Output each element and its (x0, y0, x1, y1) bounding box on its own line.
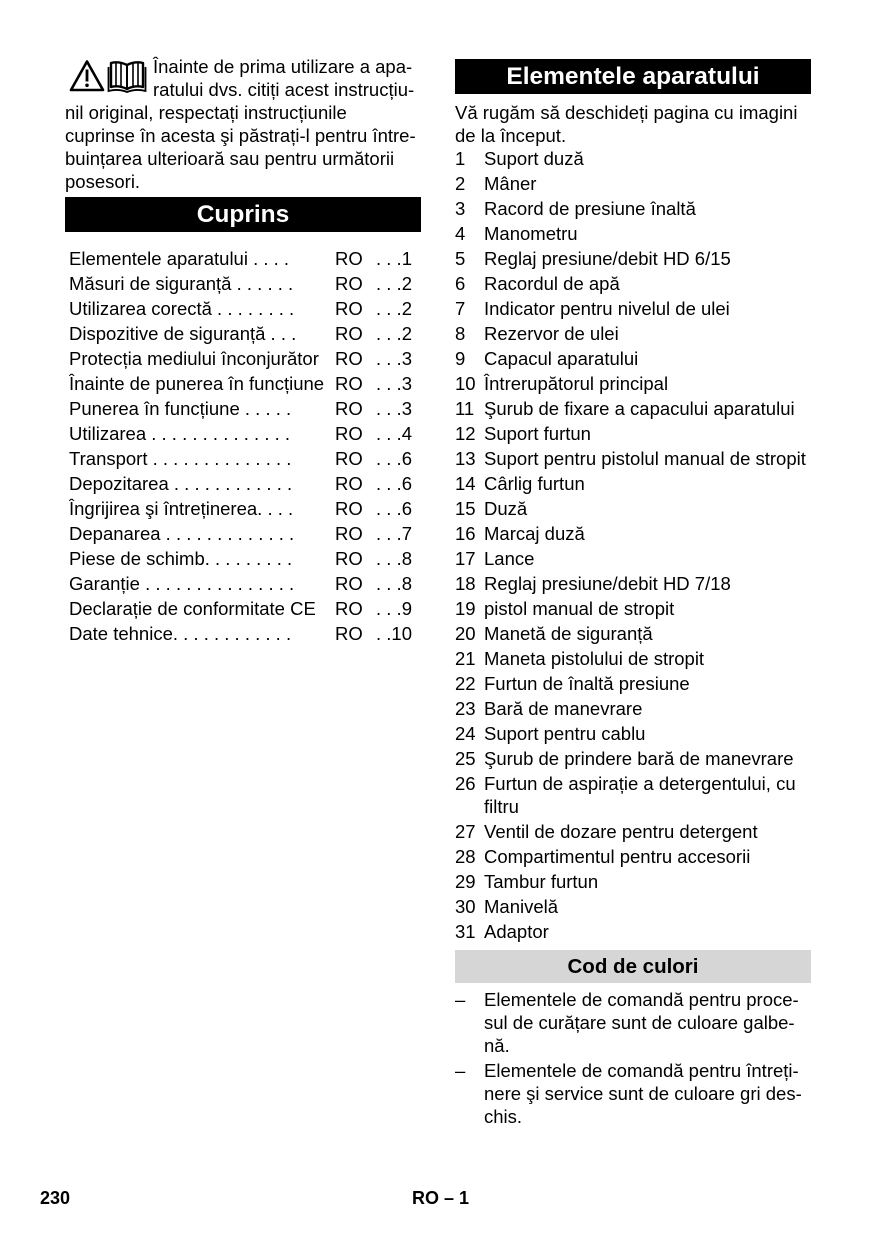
component-name-line: Compartimentul pentru accesorii (484, 846, 751, 867)
contents-entry-title: Protecția mediului înconjurător (69, 348, 319, 369)
contents-entry-leader: . . . . (257, 498, 294, 519)
component-number: 26 (455, 773, 476, 794)
contents-entry-page-ref (375, 321, 412, 346)
component-name-line: Şurub de prindere bară de manevrare (484, 748, 794, 769)
component-name (484, 547, 534, 570)
contents-entry (69, 421, 414, 446)
component-name-line: Duză (484, 498, 528, 519)
component-name-line: Suport pentru pistolul manual de stropit (484, 448, 806, 469)
contents-entry-language: RO (335, 323, 363, 344)
color-code-item (455, 988, 815, 1057)
contents-entry-page-leader: . . . (376, 348, 402, 369)
component-item (455, 622, 815, 645)
color-code-item (455, 1059, 815, 1128)
contents-entry-page-number: 7 (401, 523, 412, 544)
contents-entry-page-number: 2 (401, 273, 412, 294)
contents-entry-page-number: 1 (401, 248, 412, 269)
component-number: 1 (455, 148, 466, 169)
contents-entry-title-area (69, 571, 335, 596)
contents-entry-page-ref (375, 271, 412, 296)
component-number: 23 (455, 698, 476, 719)
component-name (484, 622, 653, 645)
contents-entry-language: RO (335, 473, 363, 494)
component-name (484, 347, 638, 370)
contents-entry-language: RO (335, 573, 363, 594)
component-name-line: Manetă de siguranță (484, 623, 653, 644)
contents-entry (69, 471, 414, 496)
contents-entry-language: RO (335, 423, 363, 444)
component-name-line: Racord de presiune înaltă (484, 198, 696, 219)
contents-entry-page-number: 3 (401, 348, 412, 369)
contents-entry-title-area (69, 471, 335, 496)
contents-entry-leader: . . . . . . . . . . . . . . (147, 448, 292, 469)
component-name-line: Întrerupătorul principal (484, 373, 669, 394)
component-item (455, 322, 815, 345)
component-number: 6 (455, 273, 466, 294)
contents-entry-leader: . . . . . . . . . . . . (172, 623, 292, 644)
component-name (484, 572, 731, 595)
component-name-line: Racordul de apă (484, 273, 620, 294)
section-page-number: RO – 1 (412, 1188, 470, 1208)
component-name (484, 297, 730, 320)
contents-entry-page-ref (375, 371, 412, 396)
component-number: 24 (455, 723, 476, 744)
contents-entry-page-leader: . . . (376, 298, 402, 319)
color-code-text (484, 988, 799, 1057)
contents-entry-language: RO (335, 298, 363, 319)
contents-entry-language: RO (335, 398, 363, 419)
contents-entry-title-area (69, 546, 335, 571)
component-name-line: Lance (484, 548, 535, 569)
contents-entry-page-leader: . . . (376, 373, 402, 394)
component-item (455, 722, 815, 745)
contents-entry-title-area (69, 346, 335, 371)
contents-entry-page-number: 6 (401, 448, 412, 469)
component-name-line: Reglaj presiune/debit HD 7/18 (484, 573, 731, 594)
contents-entry-page-leader: . . . (376, 548, 402, 569)
contents-entry-page-ref (375, 246, 412, 271)
contents-entry-language: RO (335, 523, 363, 544)
contents-entry-title: Date tehnice (69, 623, 173, 644)
dash-bullet: – (455, 1060, 466, 1081)
component-name (484, 422, 591, 445)
contents-entry-page-number: 6 (401, 473, 412, 494)
contents-entry-title: Îngrijirea şi întreținerea (69, 498, 258, 519)
contents-entry-title: Depanarea (69, 523, 161, 544)
contents-entry-page-ref (375, 396, 412, 421)
contents-entry-page-number: 3 (401, 373, 412, 394)
contents-entry (69, 546, 414, 571)
contents-entry-leader: . . . . . . . . . . . . . . . (139, 573, 295, 594)
color-code-line: Elementele de comandă pentru întreți- (484, 1060, 799, 1081)
contents-entry-leader: . . . . . . (231, 273, 294, 294)
dash-bullet: – (455, 989, 466, 1010)
contents-entry (69, 521, 414, 546)
component-name (484, 845, 750, 868)
component-name (484, 870, 598, 893)
component-item (455, 820, 815, 843)
component-name-line: Indicator pentru nivelul de ulei (484, 298, 730, 319)
component-name-line: Şurub de fixare a capacului aparatului (484, 398, 795, 419)
component-name (484, 722, 645, 745)
component-name-line: Manivelă (484, 896, 559, 917)
contents-entry-title-area (69, 321, 335, 346)
contents-entry-page-number: 2 (401, 298, 412, 319)
contents-entry-title-area (69, 421, 335, 446)
components-heading: Elementele aparatului (455, 59, 811, 94)
component-name (484, 747, 794, 770)
component-name-line: Furtun de aspirație a detergentului, cu (484, 773, 796, 794)
contents-entry-title: Utilizarea (69, 423, 147, 444)
component-item (455, 397, 815, 420)
component-name-line: Marcaj duză (484, 523, 585, 544)
component-number: 22 (455, 673, 476, 694)
component-name-line: Ventil de dozare pentru detergent (484, 821, 758, 842)
contents-entry-page-ref (375, 446, 412, 471)
component-number: 16 (455, 523, 476, 544)
contents-list (69, 246, 414, 646)
contents-entry-page-number: 8 (401, 573, 412, 594)
component-item (455, 895, 815, 918)
contents-entry-language: RO (335, 623, 363, 644)
contents-entry-page-leader: . . . (376, 448, 402, 469)
component-item (455, 172, 815, 195)
contents-entry-page-number: 6 (401, 498, 412, 519)
component-number: 9 (455, 348, 466, 369)
contents-entry-title-area (69, 446, 335, 471)
component-number: 5 (455, 248, 466, 269)
component-number: 28 (455, 846, 476, 867)
component-name-line: Furtun de înaltă presiune (484, 673, 690, 694)
contents-entry-title-area (69, 496, 335, 521)
component-name (484, 472, 585, 495)
component-name (484, 447, 806, 470)
contents-entry-title-area (69, 596, 335, 621)
contents-entry-page-leader: . . . (376, 498, 402, 519)
component-item (455, 522, 815, 545)
component-name-line: Maneta pistolului de stropit (484, 648, 705, 669)
contents-entry-title: Garanție (69, 573, 140, 594)
contents-entry-title: Depozitarea (69, 473, 169, 494)
color-code-line: nere şi service sunt de culoare gri des- (484, 1083, 802, 1104)
color-code-text (484, 1059, 802, 1128)
component-number: 8 (455, 323, 466, 344)
component-item (455, 372, 815, 395)
component-name-line: Tambur furtun (484, 871, 599, 892)
contents-entry-title: Piese de schimb (69, 548, 205, 569)
component-item (455, 747, 815, 770)
intro-paragraph (65, 55, 425, 193)
contents-entry-page-leader: . . . (376, 398, 402, 419)
component-name (484, 522, 585, 545)
contents-entry-leader: . . . . . . . . . . . . . . (146, 423, 291, 444)
component-item (455, 647, 815, 670)
component-item (455, 697, 815, 720)
contents-entry-page-ref (375, 521, 412, 546)
component-number: 2 (455, 173, 466, 194)
component-name (484, 597, 674, 620)
component-number: 20 (455, 623, 476, 644)
component-name (484, 197, 696, 220)
contents-entry-language: RO (335, 373, 363, 394)
contents-entry-title-area (69, 246, 335, 271)
component-number: 19 (455, 598, 476, 619)
page-number: 230 (40, 1188, 71, 1208)
components-list (455, 147, 815, 945)
component-number: 3 (455, 198, 466, 219)
component-name-line: Manometru (484, 223, 578, 244)
component-item (455, 472, 815, 495)
contents-entry (69, 371, 414, 396)
contents-entry-language: RO (335, 248, 363, 269)
component-name-line: Rezervor de ulei (484, 323, 619, 344)
color-code-line: sul de curățare sunt de culoare galbe- (484, 1012, 795, 1033)
components-intro (455, 101, 815, 147)
component-name (484, 397, 795, 420)
contents-entry (69, 571, 414, 596)
contents-entry-page-number: 10 (391, 623, 412, 644)
component-name-line: Capacul aparatului (484, 348, 639, 369)
contents-entry-title-area (69, 521, 335, 546)
contents-entry (69, 396, 414, 421)
intro-line: posesori. (65, 171, 141, 192)
contents-entry (69, 296, 414, 321)
component-number: 13 (455, 448, 476, 469)
contents-entry-page-number: 2 (401, 323, 412, 344)
component-name (484, 172, 536, 195)
component-item (455, 222, 815, 245)
contents-entry-page-leader: . . . (376, 473, 402, 494)
component-item (455, 672, 815, 695)
contents-entry-language: RO (335, 448, 363, 469)
contents-entry-page-number: 4 (401, 423, 412, 444)
components-intro-line: Vă rugăm să deschideți pagina cu imagini (455, 102, 798, 123)
contents-entry (69, 446, 414, 471)
contents-entry-page-leader: . . . (376, 323, 402, 344)
contents-entry-title: Punerea în funcțiune (69, 398, 240, 419)
component-item (455, 347, 815, 370)
component-number: 4 (455, 223, 466, 244)
contents-entry-language: RO (335, 348, 363, 369)
component-name-line: Reglaj presiune/debit HD 6/15 (484, 248, 731, 269)
contents-entry-language: RO (335, 548, 363, 569)
contents-entry (69, 321, 414, 346)
contents-entry-title-area (69, 621, 335, 646)
contents-entry-page-ref (375, 346, 412, 371)
color-code-list (455, 988, 815, 1130)
component-number: 27 (455, 821, 476, 842)
component-name (484, 497, 527, 520)
component-item (455, 422, 815, 445)
color-code-line: nă. (484, 1035, 510, 1056)
component-item (455, 272, 815, 295)
contents-entry-title-area (69, 296, 335, 321)
component-item (455, 597, 815, 620)
component-name (484, 647, 704, 670)
component-item (455, 547, 815, 570)
contents-entry-leader: . . . . (247, 248, 290, 269)
intro-line: buințarea ulterioară sau pentru următorii (65, 148, 395, 169)
component-number: 31 (455, 921, 476, 942)
intro-line: ratului dvs. citiți acest instrucțiu- (153, 79, 415, 100)
component-name (484, 697, 642, 720)
component-name (484, 147, 584, 170)
contents-entry-title-area (69, 271, 335, 296)
contents-heading: Cuprins (65, 197, 421, 232)
component-item (455, 297, 815, 320)
component-name-line: Mâner (484, 173, 537, 194)
contents-entry-leader: . . . . . (239, 398, 292, 419)
contents-entry-leader: . . . . . . . . . . . . (168, 473, 293, 494)
component-item (455, 147, 815, 170)
contents-entry-page-leader: . . . (376, 248, 402, 269)
contents-entry-title-area (69, 371, 335, 396)
component-item (455, 845, 815, 868)
contents-entry-leader: . . . . . . . . . . . . . (160, 523, 295, 544)
contents-entry-title: Înainte de punerea în funcțiune (69, 373, 325, 394)
component-item (455, 197, 815, 220)
contents-entry-leader: . . . . . . . . (211, 298, 295, 319)
component-name (484, 820, 758, 843)
contents-entry (69, 496, 414, 521)
color-code-heading: Cod de culori (455, 950, 811, 983)
component-name (484, 895, 558, 918)
contents-entry-page-ref (375, 421, 412, 446)
component-number: 12 (455, 423, 476, 444)
contents-entry-leader: . . . . . . . . . (204, 548, 293, 569)
component-name (484, 272, 620, 295)
contents-entry-page-ref (375, 571, 412, 596)
component-item (455, 920, 815, 943)
contents-entry-title: Elementele aparatului (69, 248, 248, 269)
component-name-line: Suport duză (484, 148, 584, 169)
component-name-line: Cârlig furtun (484, 473, 585, 494)
contents-entry-page-leader: . . . (376, 423, 402, 444)
contents-entry-language: RO (335, 273, 363, 294)
component-name (484, 222, 578, 245)
contents-entry-title: Transport (69, 448, 148, 469)
component-name (484, 672, 690, 695)
component-item (455, 572, 815, 595)
component-number: 10 (455, 373, 476, 394)
component-number: 25 (455, 748, 476, 769)
component-name (484, 322, 619, 345)
component-number: 18 (455, 573, 476, 594)
contents-entry-page-number: 9 (401, 598, 412, 619)
component-number: 7 (455, 298, 466, 319)
contents-entry-page-ref (375, 596, 412, 621)
contents-entry-language: RO (335, 598, 363, 619)
color-code-line: Elementele de comandă pentru proce- (484, 989, 799, 1010)
component-number: 17 (455, 548, 476, 569)
contents-entry-page-leader: . . . (376, 598, 402, 619)
component-number: 21 (455, 648, 476, 669)
contents-entry (69, 246, 414, 271)
component-item (455, 247, 815, 270)
contents-entry-title: Declarație de conformitate CE (69, 598, 316, 619)
contents-entry-language: RO (335, 498, 363, 519)
component-name (484, 372, 668, 395)
contents-entry-title: Măsuri de siguranță (69, 273, 232, 294)
component-name-line: Bară de manevrare (484, 698, 643, 719)
component-number: 15 (455, 498, 476, 519)
contents-entry-page-leader: . . . (376, 523, 402, 544)
component-name (484, 247, 731, 270)
component-item (455, 772, 815, 818)
component-name-line: pistol manual de stropit (484, 598, 675, 619)
contents-entry-title-area (69, 396, 335, 421)
color-code-line: chis. (484, 1106, 523, 1127)
contents-entry-page-ref (375, 621, 412, 646)
intro-line: Înainte de prima utilizare a apa- (153, 56, 413, 77)
component-name-line: Suport pentru cablu (484, 723, 646, 744)
component-name-line: Adaptor (484, 921, 549, 942)
contents-entry (69, 596, 414, 621)
contents-entry-page-number: 3 (401, 398, 412, 419)
contents-entry-page-ref (375, 296, 412, 321)
contents-entry-page-leader: . . (376, 623, 392, 644)
component-name (484, 772, 796, 818)
contents-entry (69, 346, 414, 371)
contents-entry (69, 271, 414, 296)
contents-entry-page-leader: . . . (376, 273, 402, 294)
component-item (455, 870, 815, 893)
intro-line: cuprinse în acesta şi păstrați-l pentru între- (65, 125, 416, 146)
contents-entry-page-ref (375, 546, 412, 571)
contents-entry-title: Dispozitive de siguranță (69, 323, 266, 344)
intro-line: nil original, respectați instrucțiunile (65, 102, 347, 123)
component-name (484, 920, 549, 943)
component-item (455, 497, 815, 520)
component-number: 11 (455, 398, 475, 419)
component-name-line: filtru (484, 796, 519, 817)
component-item (455, 447, 815, 470)
contents-entry-leader: . . . (265, 323, 297, 344)
contents-entry-title: Utilizarea corectă (69, 298, 212, 319)
component-number: 14 (455, 473, 476, 494)
component-name-line: Suport furtun (484, 423, 591, 444)
contents-entry-page-number: 8 (401, 548, 412, 569)
contents-entry-page-leader: . . . (376, 573, 402, 594)
component-number: 29 (455, 871, 476, 892)
contents-entry-page-ref (375, 471, 412, 496)
contents-entry (69, 621, 414, 646)
component-number: 30 (455, 896, 476, 917)
contents-entry-page-ref (375, 496, 412, 521)
components-intro-line: de la început. (455, 125, 567, 146)
